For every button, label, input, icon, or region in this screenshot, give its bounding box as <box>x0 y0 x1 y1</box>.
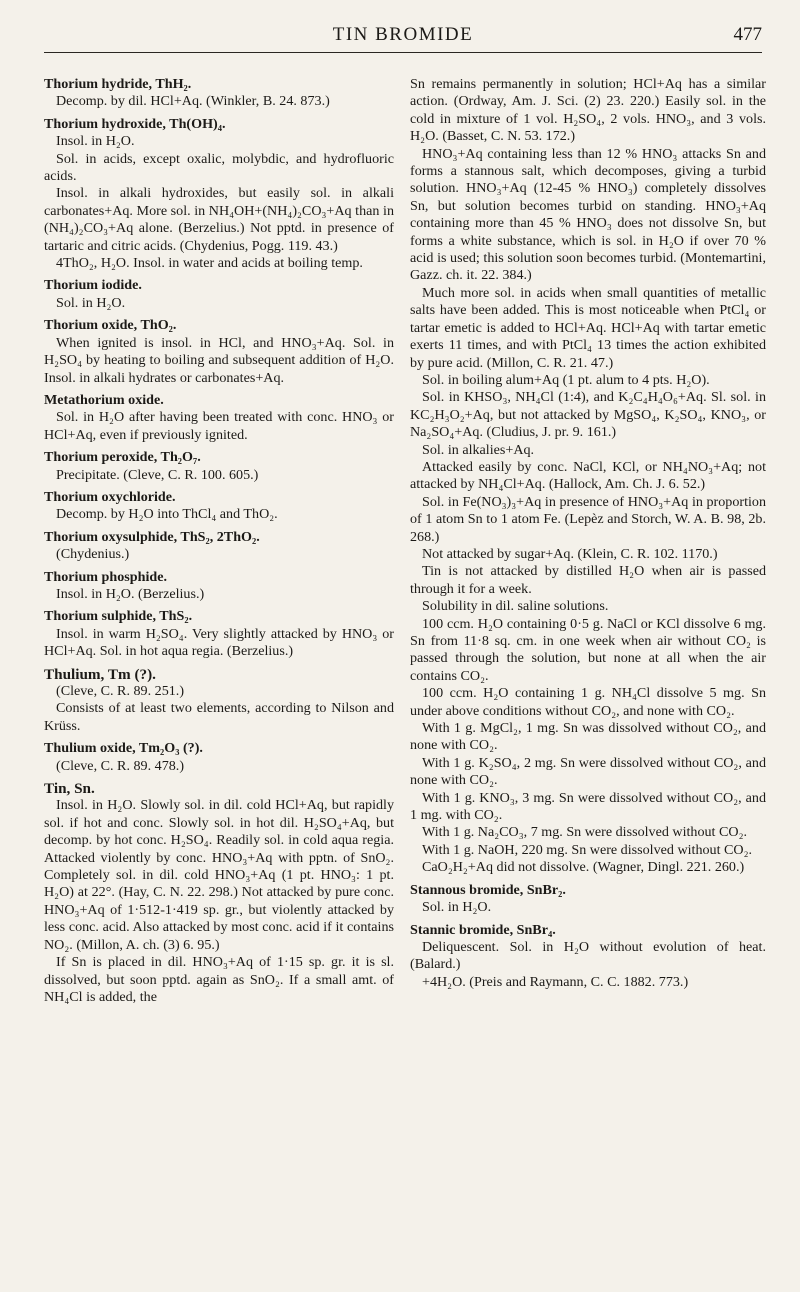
right-paragraph: Sol. in Fe(NO₃)₃+Aq in presence of HNO₃+Aq in proportion of 1 atom Sn to 1 atom Fe. (Lepèz and Storch, W. A. B. 98, 2b. 268.) <box>410 493 766 545</box>
right-entry-heading: Stannous bromide, SnBr₂. <box>410 881 566 898</box>
left-paragraph: Sol. in H₂O after having been treated with conc. HNO₃ or HCl+Aq, even if previously ignited. <box>44 409 394 443</box>
left-entry-heading: Metathorium oxide. <box>44 391 164 408</box>
right-column <box>410 76 766 991</box>
right-paragraph: 100 ccm. H₂O containing 0·5 g. NaCl or KCl dissolve 6 mg. Sn from 11·8 sq. cm. in one week when air without CO₂ is passed through the solution, but none at all when the air contains CO₂. <box>410 615 766 684</box>
right-paragraph: Solubility in dil. saline solutions. <box>422 598 609 615</box>
left-paragraph: If Sn is placed in dil. HNO₃+Aq of 1·15 sp. gr. it is sl. dissolved, but soon pptd. again as SnO₂. If a small amt. of NH₄Cl is added, the <box>44 954 394 1005</box>
left-entry-heading: Thorium hydroxide, Th(OH)₄. <box>44 115 226 132</box>
right-paragraph: 100 ccm. H₂O containing 1 g. NH₄Cl dissolve 5 mg. Sn under above conditions without CO₂, and none with CO₂. <box>410 685 766 719</box>
left-entry-heading: Thorium sulphide, ThS₂. <box>44 608 193 625</box>
left-paragraph: (Cleve, C. R. 89. 251.) <box>56 683 185 699</box>
right-paragraph: Not attacked by sugar+Aq. (Klein, C. R. 102. 1170.) <box>422 545 718 562</box>
left-entry-heading: Thulium oxide, Tm₂O₃ (?). <box>44 740 203 757</box>
left-entry-heading: Thorium oxide, ThO₂. <box>44 317 177 334</box>
left-entry-heading: Thorium iodide. <box>44 277 142 294</box>
left-paragraph: Insol. in alkali hydroxides, but easily sol. in alkali carbonates+Aq. More sol. in NH₄OH+(NH₄)₂CO₃+Aq than in (NH₄)₂CO₃+Aq alone. (Berzelius.) Not pptd. in presence of tartaric and citric acids. (Chydenius, Pogg. 119. 43.) <box>44 185 394 254</box>
left-entry-heading: Thorium peroxide, Th₂O₇. <box>44 449 201 466</box>
right-paragraph: Tin is not attacked by distilled H₂O when air is passed through it for a week. <box>410 563 766 597</box>
right-paragraph: With 1 g. Na₂CO₃, 7 mg. Sn were dissolved without CO₂. <box>422 824 748 841</box>
right-paragraph: +4H₂O. (Preis and Raymann, C. C. 1882. 773.) <box>422 973 689 990</box>
left-entry-heading: Thorium hydride, ThH₂. <box>44 76 192 92</box>
right-paragraph: Attacked easily by conc. NaCl, KCl, or NH₄NO₃+Aq; not attacked by NH₄Cl+Aq. (Hallock, Am. Ch. J. 6. 52.) <box>410 458 766 493</box>
left-entry-heading: Thulium, Tm (?). <box>44 665 156 683</box>
right-paragraph: With 1 g. NaOH, 220 mg. Sn were dissolved without CO₂. <box>422 841 753 858</box>
running-title: TIN BROMIDE <box>332 24 474 45</box>
left-paragraph: Insol. in warm H₂SO₄. Very slightly attacked by HNO₃ or HCl+Aq. Sol. in hot aqua regia. (Berzelius.) <box>44 625 394 660</box>
right-entry-heading: Stannic bromide, SnBr₄. <box>410 921 556 938</box>
left-paragraph: Sol. in H₂O. <box>56 294 126 311</box>
left-paragraph: Decomp. by H₂O into ThCl₄ and ThO₂. <box>56 506 278 523</box>
left-paragraph: (Chydenius.) <box>56 546 130 563</box>
left-paragraph: Sol. in acids, except oxalic, molybdic, and hydrofluoric acids. <box>44 150 394 185</box>
left-paragraph: Insol. in H₂O. <box>56 133 135 150</box>
right-paragraph: Deliquescent. Sol. in H₂O without evolution of heat. (Balard.) <box>410 938 766 973</box>
left-paragraph: Insol. in H₂O. (Berzelius.) <box>56 585 205 602</box>
page-header <box>44 18 762 53</box>
left-column <box>44 76 394 1006</box>
right-paragraph: Much more sol. in acids when small quantities of metallic salts have been added. This is most noticeable when PtCl₄ or tartar emetic is added to HCl+Aq. HCl+Aq with tartar emetic exerts 11 times, and with PtCl₄ 13 times the action exhibited by pure acid. (Millon, C. R. 21. 47.) <box>410 284 766 371</box>
left-paragraph: When ignited is insol. in HCl, and HNO₃+Aq. Sol. in H₂SO₄ by heating to boiling and subsequent addition of H₂O. Insol. in alkali hydrates or carbonates+Aq. <box>44 334 394 386</box>
left-entry-heading: Thorium oxychloride. <box>44 488 176 505</box>
left-paragraph: Precipitate. (Cleve, C. R. 100. 605.) <box>56 466 259 483</box>
right-paragraph: With 1 g. KNO₃, 3 mg. Sn were dissolved without CO₂, and 1 mg. with CO₂. <box>410 789 766 824</box>
right-paragraph: Sol. in KHSO₃, NH₄Cl (1:4), and K₂C₄H₄O₆+Aq. Sl. sol. in KC₂H₃O₂+Aq, but not attacked by MgSO₄, K₂SO₄, KNO₃, or Na₂SO₄+Aq. (Cludius, J. pr. 9. 161.) <box>410 389 766 441</box>
right-paragraph: CaO₂H₂+Aq did not dissolve. (Wagner, Dingl. 221. 260.) <box>422 859 745 876</box>
right-paragraph: With 1 g. K₂SO₄, 2 mg. Sn were dissolved without CO₂, and none with CO₂. <box>410 754 766 789</box>
left-entry-heading: Thorium phosphide. <box>44 568 167 585</box>
right-paragraph: Sol. in boiling alum+Aq (1 pt. alum to 4 pts. H₂O). <box>422 371 710 388</box>
left-paragraph: 4ThO₂, H₂O. Insol. in water and acids at boiling temp. <box>56 255 363 272</box>
right-paragraph: HNO₃+Aq containing less than 12 % HNO₃ attacks Sn and forms a stannous salt, which decomposes, giving a turbid solution. HNO₃+Aq (12-45 % HNO₃) completely dissolves Sn, but solution becomes turbid on standing. HNO₃+Aq containing more than 45 % HNO₃ does not dissolve Sn, but forms a white substance, which is sol. in H₂O if over 70 % acid is used; this solution soon becomes turbid. (Montemartini, Gazz. ch. it. 22. 384.) <box>410 145 766 284</box>
left-entry-heading: Thorium oxysulphide, ThS₂, 2ThO₂. <box>44 528 260 545</box>
left-entry-heading: Tin, Sn. <box>44 780 95 798</box>
page-number: 477 <box>733 24 762 45</box>
right-paragraph: Sn remains permanently in solution; HCl+Aq has a similar action. (Ordway, Am. J. Sci. (2) 23. 220.) Easily sol. in the cold in mixture of 1 vol. H₂SO₄, 2 vols. HNO₃, and 3 vols. H₂O. (Basset, C. N. 53. 172.) <box>410 76 766 145</box>
left-paragraph: Consists of at least two elements, according to Nilson and Krüss. <box>44 700 394 734</box>
right-paragraph: Sol. in H₂O. <box>422 899 492 916</box>
left-paragraph: Insol. in H₂O. Slowly sol. in dil. cold HCl+Aq, but rapidly sol. if hot and conc. Slowly sol. in hot dil. H₂SO₄+Aq, but decomp. by hot conc. H₂SO₄. Readily sol. in cold aqua regia. Attacked violently by conc. HNO₃+Aq with pptn. of SnO₂. Completely sol. in dil. cold HNO₃+Aq (1 pt. HNO₃: 1 pt. H₂O) at 22°. (Hay, C. N. 22. 298.) Not attacked by pure conc. HNO₃+Aq of 1·512-1·419 sp. gr., but violently attacked by less conc. acid. Also attacked by most conc. acid if it contains NO₂. (Millon, A. ch. (3) 6. 95.) <box>44 797 394 953</box>
left-paragraph: Decomp. by dil. HCl+Aq. (Winkler, B. 24. 873.) <box>56 93 330 110</box>
right-paragraph: With 1 g. MgCl₂, 1 mg. Sn was dissolved without CO₂, and none with CO₂. <box>410 720 766 754</box>
right-paragraph: Sol. in alkalies+Aq. <box>422 441 535 458</box>
left-paragraph: (Cleve, C. R. 89. 478.) <box>56 757 185 774</box>
